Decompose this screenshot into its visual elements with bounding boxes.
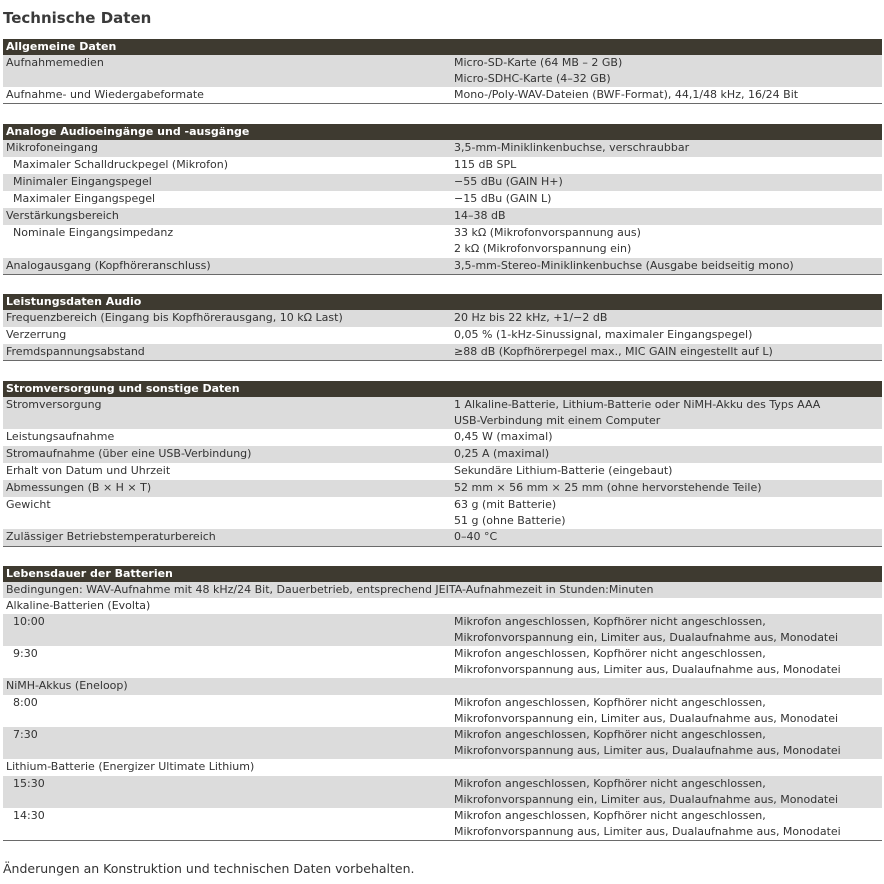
- spec-label: Frequenzbereich (Eingang bis Kopfhörerausgang, 10 kΩ Last): [6, 311, 343, 324]
- spec-label: Maximaler Eingangspegel: [13, 192, 156, 205]
- spec-label: Zulässiger Betriebstemperaturbereich: [6, 530, 216, 543]
- spec-row: [3, 191, 882, 208]
- spec-value: 3,5-mm-Stereo-Miniklinkenbuchse (Ausgabe beidseitig mono): [454, 259, 794, 272]
- spec-value: ≥88 dB (Kopfhörerpegel max., MIC GAIN eingestellt auf L): [454, 345, 773, 358]
- spec-row: [3, 157, 882, 174]
- section-divider: [3, 274, 882, 275]
- spec-value: 63 g (mit Batterie): [454, 498, 557, 511]
- section-general: [3, 39, 882, 104]
- spec-row: [3, 87, 882, 103]
- spec-value: 14–38 dB: [454, 209, 506, 222]
- spec-label: Maximaler Schalldruckpegel (Mikrofon): [13, 158, 228, 171]
- spec-value: −55 dBu (GAIN H+): [454, 175, 563, 188]
- spec-row: [3, 174, 882, 191]
- page-title: Technische Daten: [3, 9, 152, 27]
- spec-label: Nominale Eingangsimpedanz: [13, 226, 174, 239]
- spec-row: [3, 529, 882, 546]
- section-heading: Stromversorgung und sonstige Daten: [3, 381, 882, 397]
- spec-label: Abmessungen (B × H × T): [6, 481, 152, 494]
- spec-row: [3, 55, 882, 87]
- spec-row: [3, 208, 882, 225]
- spec-label: Aufnahmemedien: [6, 56, 104, 69]
- spec-value: Sekundäre Lithium-Batterie (eingebaut): [454, 464, 673, 477]
- spec-label: Alkaline-Batterien (Evolta): [6, 599, 151, 612]
- spec-label: Bedingungen: WAV-Aufnahme mit 48 kHz/24 Bit, Dauerbetrieb, entsprechend JEITA-Aufnahmezeit in Stunden:Minuten: [6, 583, 654, 596]
- spec-row: [3, 678, 882, 695]
- spec-value: Mikrofon angeschlossen, Kopfhörer nicht angeschlossen,: [454, 615, 766, 628]
- spec-label: 7:30: [13, 728, 38, 741]
- spec-row: [3, 695, 882, 727]
- spec-row: [3, 140, 882, 157]
- spec-row: [3, 497, 882, 529]
- spec-row: [3, 480, 882, 497]
- section-divider: [3, 103, 882, 104]
- spec-value: 2 kΩ (Mikrofonvorspannung ein): [454, 242, 632, 255]
- spec-row: [3, 463, 882, 480]
- section-heading: Allgemeine Daten: [3, 39, 882, 55]
- spec-value: Mikrofonvorspannung ein, Limiter aus, Dualaufnahme aus, Monodatei: [454, 793, 839, 806]
- spec-row: [3, 344, 882, 360]
- section-divider: [3, 546, 882, 547]
- spec-value: Mikrofon angeschlossen, Kopfhörer nicht angeschlossen,: [454, 809, 766, 822]
- section-heading: Leistungsdaten Audio: [3, 294, 882, 310]
- section-power: [3, 381, 882, 547]
- spec-value: 115 dB SPL: [454, 158, 517, 171]
- spec-row: [3, 582, 882, 598]
- section-divider: [3, 840, 882, 841]
- spec-value: Mikrofon angeschlossen, Kopfhörer nicht angeschlossen,: [454, 696, 766, 709]
- spec-value: Mikrofonvorspannung ein, Limiter aus, Dualaufnahme aus, Monodatei: [454, 712, 839, 725]
- section-analog-audio: [3, 124, 882, 275]
- spec-row: [3, 759, 882, 776]
- spec-value: −15 dBu (GAIN L): [454, 192, 552, 205]
- spec-label: 14:30: [13, 809, 45, 822]
- spec-value: Micro-SD-Karte (64 MB – 2 GB): [454, 56, 623, 69]
- spec-label: Leistungsaufnahme: [6, 430, 115, 443]
- spec-row: [3, 446, 882, 463]
- section-battery-life: [3, 566, 882, 841]
- spec-value: 0–40 °C: [454, 530, 498, 543]
- spec-label: Verzerrung: [6, 328, 67, 341]
- spec-value: 51 g (ohne Batterie): [454, 514, 566, 527]
- spec-row: [3, 327, 882, 344]
- footer-note: Änderungen an Konstruktion und technischen Daten vorbehalten.: [3, 861, 415, 876]
- spec-row: [3, 429, 882, 446]
- spec-row: [3, 598, 882, 614]
- spec-value: 20 Hz bis 22 kHz, +1/−2 dB: [454, 311, 608, 324]
- section-divider: [3, 360, 882, 361]
- spec-value: Mikrofonvorspannung aus, Limiter aus, Dualaufnahme aus, Monodatei: [454, 663, 841, 676]
- spec-value: Mikrofonvorspannung aus, Limiter aus, Dualaufnahme aus, Monodatei: [454, 825, 841, 838]
- spec-row: [3, 258, 882, 274]
- spec-label: 10:00: [13, 615, 45, 628]
- spec-label: Erhalt von Datum und Uhrzeit: [6, 464, 171, 477]
- spec-label: Stromversorgung: [6, 398, 102, 411]
- spec-row: [3, 727, 882, 759]
- spec-label: 15:30: [13, 777, 45, 790]
- spec-value: Micro-SDHC-Karte (4–32 GB): [454, 72, 611, 85]
- spec-value: 52 mm × 56 mm × 25 mm (ohne hervorstehende Teile): [454, 481, 762, 494]
- section-heading: Lebensdauer der Batterien: [3, 566, 882, 582]
- spec-row: [3, 310, 882, 327]
- spec-value: 0,05 % (1-kHz-Sinussignal, maximaler Eingangspegel): [454, 328, 753, 341]
- spec-value: Mikrofon angeschlossen, Kopfhörer nicht angeschlossen,: [454, 647, 766, 660]
- section-heading: Analoge Audioeingänge und -ausgänge: [3, 124, 882, 140]
- spec-value: Mikrofonvorspannung ein, Limiter aus, Dualaufnahme aus, Monodatei: [454, 631, 839, 644]
- spec-row: [3, 397, 882, 429]
- spec-value: Mikrofonvorspannung aus, Limiter aus, Dualaufnahme aus, Monodatei: [454, 744, 841, 757]
- spec-row: [3, 646, 882, 678]
- spec-value: Mono-/Poly-WAV-Dateien (BWF-Format), 44,1/48 kHz, 16/24 Bit: [454, 88, 799, 101]
- spec-label: Verstärkungsbereich: [6, 209, 119, 222]
- spec-label: Stromaufnahme (über eine USB-Verbindung): [6, 447, 252, 460]
- spec-label: Fremdspannungsabstand: [6, 345, 145, 358]
- spec-label: 8:00: [13, 696, 38, 709]
- spec-value: USB-Verbindung mit einem Computer: [454, 414, 661, 427]
- spec-label: Lithium-Batterie (Energizer Ultimate Lithium): [6, 760, 255, 773]
- spec-value: 33 kΩ (Mikrofonvorspannung aus): [454, 226, 641, 239]
- section-audio-performance: [3, 294, 882, 361]
- spec-value: Mikrofon angeschlossen, Kopfhörer nicht angeschlossen,: [454, 728, 766, 741]
- spec-value: 3,5-mm-Miniklinkenbuchse, verschraubbar: [454, 141, 690, 154]
- spec-label: NiMH-Akkus (Eneloop): [6, 679, 128, 692]
- spec-label: Aufnahme- und Wiedergabeformate: [6, 88, 204, 101]
- spec-row: [3, 614, 882, 646]
- spec-label: 9:30: [13, 647, 38, 660]
- spec-row: [3, 808, 882, 840]
- spec-row: [3, 225, 882, 258]
- spec-label: Analogausgang (Kopfhöreranschluss): [6, 259, 211, 272]
- spec-value: Mikrofon angeschlossen, Kopfhörer nicht angeschlossen,: [454, 777, 766, 790]
- spec-label: Minimaler Eingangspegel: [13, 175, 152, 188]
- spec-label: Mikrofoneingang: [6, 141, 98, 154]
- spec-label: Gewicht: [6, 498, 51, 511]
- spec-value: 0,45 W (maximal): [454, 430, 553, 443]
- spec-value: 0,25 A (maximal): [454, 447, 550, 460]
- spec-row: [3, 776, 882, 808]
- spec-value: 1 Alkaline-Batterie, Lithium-Batterie oder NiMH-Akku des Typs AAA: [454, 398, 821, 411]
